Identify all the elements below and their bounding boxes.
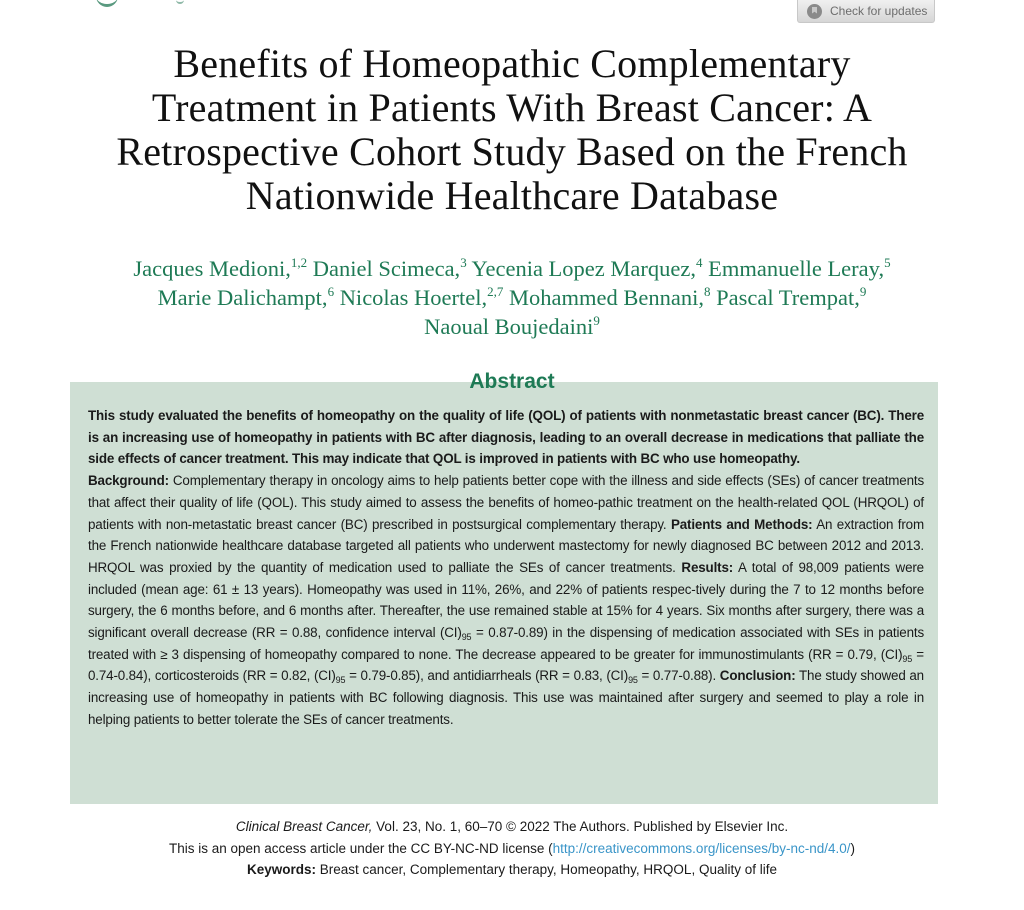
author [424,314,600,339]
author-name: Mohammed Bennani, [509,285,704,310]
license-prefix: This is an open access article under the CC BY-NC-ND license ( [168,840,553,856]
author-name: Naoual Boujedaini [424,314,594,339]
ci-subscript: 95 [628,675,638,686]
article-footer [40,816,984,881]
abstract-heading: Abstract [469,370,555,393]
author [340,285,504,310]
check-for-updates-label: Check for updates [830,4,928,18]
citation-text: Vol. 23, No. 1, 60–70 © 2022 The Authors. Published by Elsevier Inc. [372,819,789,834]
bookmark-circle-icon [807,4,822,19]
license-link[interactable]: http://creativecommons.org/licenses/by-nc-nd/4.0/ [552,840,851,856]
journal-name: Clinical Breast Cancer, [235,819,373,834]
author [509,285,710,310]
author [471,256,702,281]
title-line: Treatment in Patients With Breast Cancer: A [151,85,873,130]
author-name: Marie Dalichampt, [157,285,328,310]
author-affiliation: 8 [703,284,711,299]
conclusion-text: The study showed an increasing use of homeopathy in patients with BC following diagnosis. This use was maintained after surgery and seemed to play a role in helping patients to better tolerate the SEs of cancer treatments. [88,668,924,727]
author-affiliation: 6 [327,284,335,299]
author [708,256,890,281]
results-text: = 0.77-0.88). [637,668,720,684]
author [716,285,866,310]
author-name: Jacques Medioni, [133,256,291,281]
abstract-summary: This study evaluated the benefits of homeopathy on the quality of life (QOL) of patients with nonmetastatic breast cancer (BC). There is an increasing use of homeopathy in patients with BC after diagnosis, leading to an overall decrease in medications that palliate the side effects of cancer treatment. This may indicate that QOL is improved in patients with BC who use homeopathy. [88,408,924,467]
author-name: Nicolas Hoertel, [339,285,488,310]
title-line: Retrospective Cohort Study Based on the French [116,129,908,174]
background-text: Complementary therapy in oncology aims to help patients better cope with the illness and side effects (SEs) of cancer treatments that affect their quality of life (QOL). This study aimed to assess the benefits of homeo-pathic treatment on the health-related QOL (HRQOL) of patients with non-metastatic breast cancer (BC) prescribed in postsurgical complementary therapy. [88,473,924,532]
author-affiliation: 1,2 [290,255,308,270]
methods-text: An extraction from the French nationwide healthcare database targeted all patients who underwent mastectomy for newly diagnosed BC between 2012 and 2013. HRQOL was proxied by the quantity of medication used to palliate the SEs of cancer treatments. [88,516,924,575]
abstract-body [88,405,924,731]
keywords-label: Keywords: [247,862,317,877]
results-text: = 0.79-0.85), and antidiarrheals (RR = 0.83, (CI) [345,668,629,684]
author-name: Yecenia Lopez Marquez, [471,256,696,281]
article-title [40,42,984,218]
keywords-line [40,859,984,881]
author-affiliation: 2,7 [487,284,504,299]
author-affiliation: 4 [695,255,703,270]
results-label: Results: [681,559,734,575]
title-line: Nationwide Healthcare Database [245,173,779,218]
ci-subscript: 95 [902,653,913,664]
ci-subscript: 95 [335,675,346,686]
conclusion-label: Conclusion: [719,668,796,684]
author-affiliation: 9 [859,284,867,299]
keywords-text: Breast cancer, Complementary therapy, Homeopathy, HRQOL, Quality of life [316,862,777,877]
license-suffix: ) [850,840,856,856]
results-text: A total of 98,009 patients were included (mean age: 61 ± 13 years). Homeopathy was used in 11%, 26%, and 22% of patients respec-tively during the 7 to 12 months before surgery, the 6 months before, and 6 months after. Thereafter, the use remained stable at 15% for 4 years. Six months after surgery, there was a significant overall decrease (RR = 0.88, confidence interval (CI) [88,559,924,641]
author-affiliation: 9 [593,313,600,328]
author-affiliation: 5 [884,255,891,270]
citation-line [40,816,984,838]
results-text: = 0.87-0.89) in the dispensing of medication associated with SEs in patients treated with ≥ 3 dispensing of homeopathy compared to none. The decrease appeared to be greater for immunostimulants (RR = 0.79, (CI) [88,625,924,662]
license-line [40,838,984,860]
journal-logo-fragment-2 [176,0,184,4]
journal-logo-fragment [96,0,118,7]
abstract-structured [88,470,924,730]
author [313,256,467,281]
ci-subscript: 95 [461,632,472,643]
background-label: Background: [88,473,169,489]
author-affiliation: 3 [460,255,467,270]
author [158,285,334,310]
author-name: Emmanuelle Leray, [708,256,885,281]
results-text: = 0.74-0.84), corticosteroids (RR = 0.82, (CI) [88,646,924,684]
methods-label: Patients and Methods: [670,516,813,532]
title-line: Benefits of Homeopathic Complementary [173,41,851,86]
author-name: Daniel Scimeca, [312,256,461,281]
author-name: Pascal Trempat, [716,285,860,310]
author [133,256,307,281]
author-list [40,254,984,341]
check-for-updates-button[interactable] [797,0,935,23]
